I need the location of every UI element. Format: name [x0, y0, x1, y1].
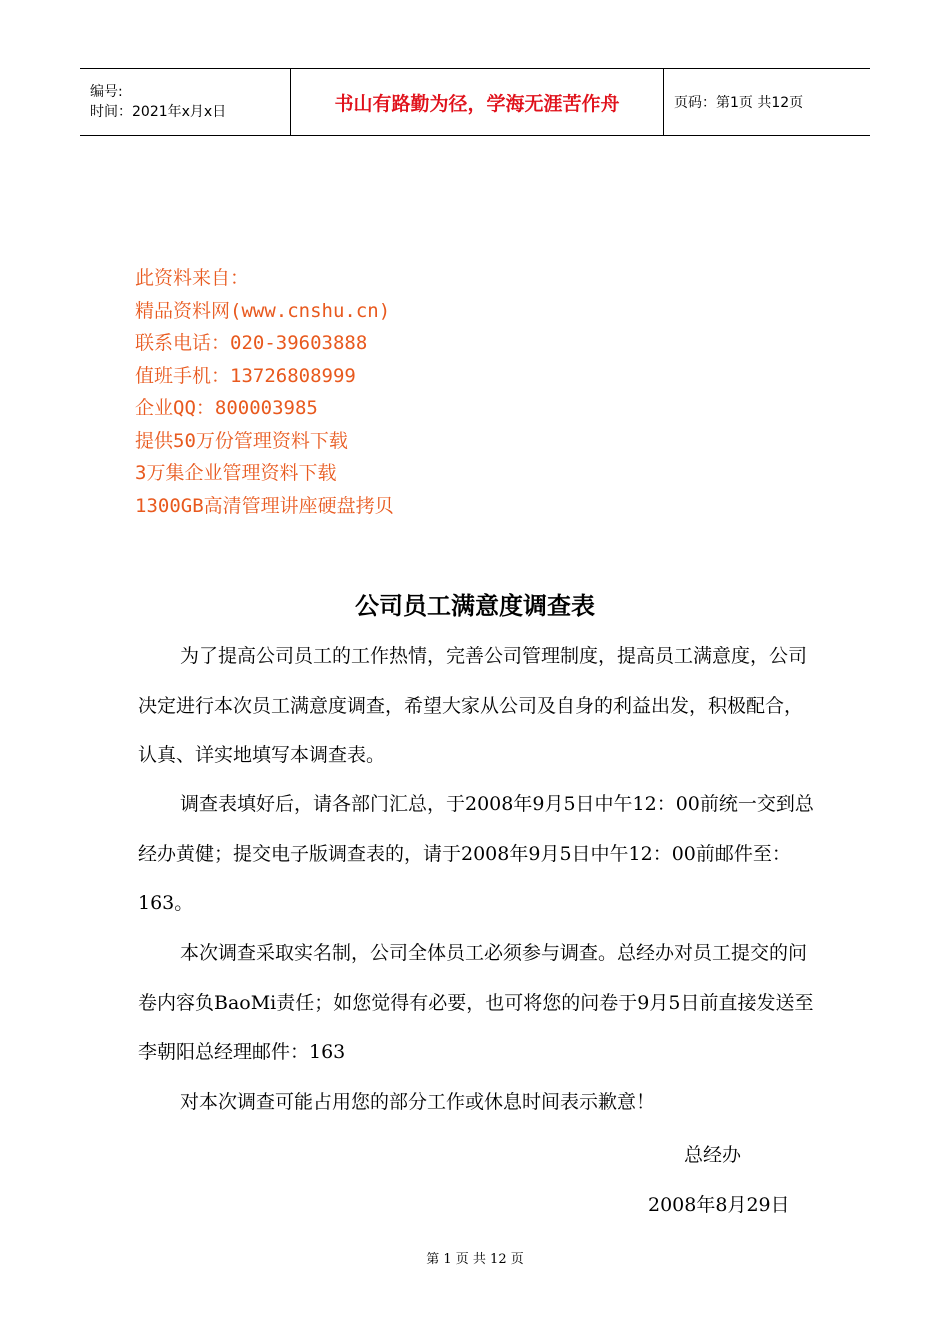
source-line: 1300GB高清管理讲座硬盘拷贝	[135, 494, 394, 517]
page-code: 页码：第1页 共12页	[664, 69, 871, 136]
source-info	[135, 262, 394, 522]
motto: 书山有路勤为径，学海无涯苦作舟	[291, 69, 664, 136]
paragraph-apology	[138, 1078, 818, 1128]
source-line: 值班手机：13726808999	[135, 364, 356, 387]
page-footer: 第 1 页 共 12 页	[426, 1252, 524, 1267]
paragraph-text: 调查表填好后，请各部门汇总，于2008年9月5日中午12：00前统一交到总经办黄健；提交电子版调查表的，请于2008年9月5日中午12：00前邮件至：163。	[138, 793, 814, 914]
signature: 总经办	[684, 1144, 742, 1166]
document-title: 公司员工满意度调查表	[355, 592, 595, 620]
sign-date: 2008年8月29日	[648, 1194, 790, 1216]
source-line[interactable]: 精品资料网(www.cnshu.cn)	[135, 299, 391, 322]
source-line: 联系电话：020-39603888	[135, 332, 368, 354]
header-table	[80, 68, 870, 136]
paragraph-intro	[138, 632, 818, 781]
paragraph-privacy	[138, 929, 818, 1078]
paragraph-text: 为了提高公司员工的工作热情，完善公司管理制度，提高员工满意度，公司决定进行本次员工满意度调查，希望大家从公司及自身的利益出发，积极配合，认真、详实地填写本调查表。	[138, 645, 808, 766]
paragraph-deadline	[138, 780, 818, 929]
source-line: 3万集企业管理资料下载	[135, 462, 337, 484]
header-left-cell	[80, 69, 291, 136]
paragraph-text: 对本次调查可能占用您的部分工作或休息时间表示歉意！	[180, 1091, 656, 1113]
paragraph-text: 本次调查采取实名制，公司全体员工必须参与调查。总经办对员工提交的问卷内容负BaoMi责任；如您觉得有必要，也可将您的问卷于9月5日前直接发送至李朝阳总经理邮件：163	[138, 942, 814, 1063]
date-line: 时间：2021年x月x日	[90, 104, 227, 120]
source-line: 企业QQ：800003985	[135, 397, 318, 419]
source-line: 此资料来自：	[135, 267, 250, 289]
number-label: 编号:	[90, 84, 123, 100]
source-line: 提供50万份管理资料下载	[135, 429, 348, 452]
